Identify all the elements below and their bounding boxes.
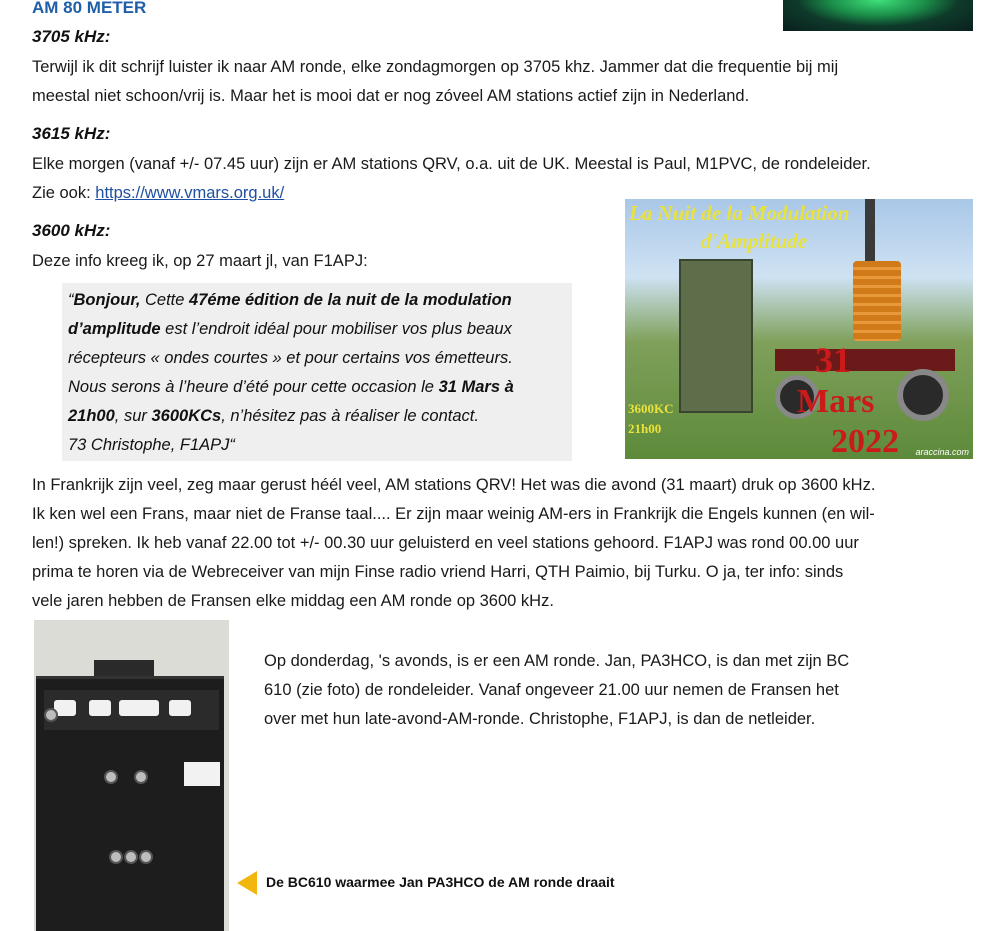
quote-bold: 47éme édition de la nuit de la modulation <box>189 291 512 309</box>
text-line: Terwijl ik dit schrijf luister ik naar AM ronde, elke zondagmorgen op 3705 khz. Jammer dat die frequentie bij mij <box>32 58 839 76</box>
freq-3600-intro: Deze info kreeg ik, op 27 maart jl, van F1APJ: <box>32 252 368 270</box>
poster-coil <box>853 261 901 341</box>
poster-frequency: 3600KC <box>628 401 674 416</box>
poster-wheel <box>897 369 949 421</box>
poster-month: Mars <box>797 383 875 420</box>
freq-3705-title: 3705 kHz: <box>32 27 111 46</box>
poster-radio-set <box>679 259 753 413</box>
knob <box>44 708 58 722</box>
freq-3600-title: 3600 kHz: <box>32 221 111 240</box>
knob <box>139 850 153 864</box>
text-line: prima te horen via de Webreceiver van mijn Finse radio vriend Harri, QTH Paimio, bij Turku. O ja, ter info: sinds <box>32 563 844 581</box>
bc610-label <box>184 762 220 786</box>
quote-line <box>68 402 568 431</box>
quote-span: , sur <box>114 407 152 425</box>
text-line: len!) spreken. Ik heb vanaf 22.00 tot +/- 00.30 uur geluisterd en veel stations gehoord. F1APJ was rond 00.00 uur <box>32 534 859 552</box>
quote-line <box>68 315 568 344</box>
freq-3705-text <box>32 53 838 111</box>
quote-span: récepteurs « ondes courtes » et pour certains vos émetteurs. <box>68 349 513 367</box>
quote-span: Nous serons à l’heure d’été pour cette occasion le <box>68 378 439 396</box>
meter <box>169 700 191 716</box>
quote-bold: 21h00 <box>68 407 115 425</box>
see-also-label: Zie ook: <box>32 184 96 202</box>
poster-credit: araccina.com <box>915 447 969 457</box>
poster-subtitle: d'Amplitude <box>701 229 808 253</box>
text-line: 610 (zie foto) de rondeleider. Vanaf ongeveer 21.00 uur nemen de Fransen het <box>264 681 839 699</box>
meter <box>119 700 159 716</box>
quote-span: , n’hésitez pas à réaliser le contact. <box>221 407 479 425</box>
poster-pole <box>865 199 875 269</box>
header-photo <box>783 0 973 31</box>
freq-3615-title: 3615 kHz: <box>32 124 111 143</box>
text-line: over met hun late-avond-AM-ronde. Christophe, F1APJ, is dan de netleider. <box>264 710 816 728</box>
article-heading: AM 80 METER <box>32 0 147 17</box>
event-poster <box>625 199 973 459</box>
quote-line <box>68 373 568 402</box>
caption-arrow-icon <box>237 871 257 895</box>
poster-cart <box>775 349 955 371</box>
quote-bold: 3600KCs <box>151 407 222 425</box>
bc610-photo <box>34 620 229 931</box>
quote-span: Cette <box>140 291 190 309</box>
knob <box>104 770 118 784</box>
poster-title: La Nuit de la Modulation <box>629 201 850 225</box>
quote-line <box>68 344 568 373</box>
vmars-link[interactable]: https://www.vmars.org.uk/ <box>95 184 285 202</box>
poster-time: 21h00 <box>628 421 662 436</box>
france-paragraph <box>32 471 875 616</box>
quote-signature: 73 Christophe, F1APJ“ <box>68 436 235 454</box>
knob <box>124 850 138 864</box>
text-line: vele jaren hebben de Fransen elke middag een AM ronde op 3600 kHz. <box>32 592 554 610</box>
meter <box>89 700 111 716</box>
text-line: Ik ken wel een Frans, maar niet de Franse taal.... Er zijn maar weinig AM-ers in Frankrijk die Engels kunnen (en wil- <box>32 505 875 523</box>
knob <box>134 770 148 784</box>
quote-text <box>68 286 568 460</box>
quote-bold: d’amplitude <box>68 320 161 338</box>
thursday-paragraph <box>264 647 924 734</box>
quote-mark: “ <box>68 291 74 309</box>
poster-day: 31 <box>815 340 851 380</box>
quote-bold: Bonjour, <box>73 291 141 309</box>
text-line: meestal niet schoon/vrij is. Maar het is mooi dat er nog zóveel AM stations actief zijn in Nederland. <box>32 87 750 105</box>
text-line: Op donderdag, 's avonds, is er een AM ronde. Jan, PA3HCO, is dan met zijn BC <box>264 652 850 670</box>
quote-box <box>62 283 572 461</box>
text-line: In Frankrijk zijn veel, zeg maar gerust héél veel, AM stations QRV! Het was die avond (31 maart) druk op 3600 kHz. <box>32 476 876 494</box>
quote-span: est l’endroit idéal pour mobiliser vos plus beaux <box>160 320 512 338</box>
quote-bold: 31 Mars à <box>438 378 514 396</box>
photo-caption: De BC610 waarmee Jan PA3HCO de AM ronde draait <box>266 874 615 890</box>
knob <box>109 850 123 864</box>
poster-year: 2022 <box>831 423 899 459</box>
text-line: Elke morgen (vanaf +/- 07.45 uur) zijn er AM stations QRV, o.a. uit de UK. Meestal is Paul, M1PVC, de rondeleider. <box>32 155 871 173</box>
quote-line <box>68 286 568 315</box>
